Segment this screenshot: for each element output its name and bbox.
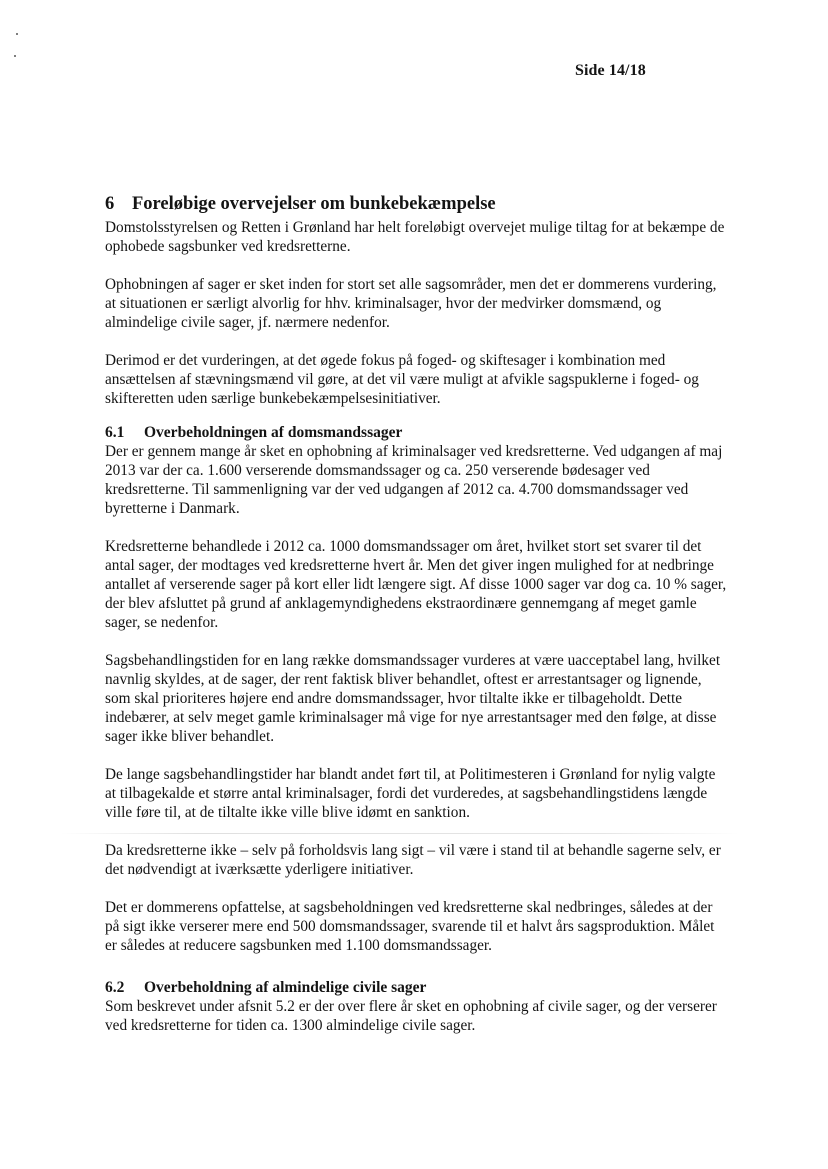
document-body bbox=[105, 193, 730, 1035]
section-6-heading bbox=[105, 193, 730, 215]
paragraph: De lange sagsbehandlingstider har blandt andet ført til, at Politimesteren i Grønland for nylig valgte at tilbagekalde et større antal kriminalsager, fordi det vurderedes, at sagsbehandlingstidens længde ville føre til, at de tiltalte ikke ville blive idømt en sanktion. bbox=[105, 766, 716, 821]
paragraph: Kredsretterne behandlede i 2012 ca. 1000 domsmandssager om året, hvilket stort set svarer til det antal sager, der modtages ved kredsretterne hvert år. Men det giver ingen mulighed for at nedbringe antallet af verserende sager på kort eller lidt længere sigt. Af disse 1000 sager var dog ca. 10 % sager, der blev afsluttet på grund af anklagemyndighedens ekstraordinære gennemgang af meget gamle sager, se nedenfor. bbox=[105, 538, 727, 631]
page-number: Side 14/18 bbox=[575, 62, 646, 79]
paragraph: Ophobningen af sager er sket inden for stort set alle sagsområder, men det er dommerens vurdering, at situationen er særligt alvorlig for hhv. kriminalsager, hvor der medvirker domsmænd, og almindelige civile sager, jf. nærmere nedenfor. bbox=[105, 276, 717, 331]
scan-speck bbox=[14, 55, 16, 57]
section-6-2-heading bbox=[105, 978, 730, 997]
section-6-1-heading bbox=[105, 423, 730, 442]
paragraph: Der er gennem mange år sket en ophobning af kriminalsager ved kredsretterne. Ved udgangen af maj 2013 var der ca. 1.600 verserende domsmandssager og ca. 250 verserende bødesager ved kredsretterne. Til sammenligning var der ved udgangen af 2012 ca. 4.700 domsmandssager ved byretterne i Danmark. bbox=[105, 443, 723, 517]
paragraph: Som beskrevet under afsnit 5.2 er der over flere år sket en ophobning af civile sager, og der verserer ved kredsretterne for tiden ca. 1300 almindelige civile sager. bbox=[105, 998, 717, 1034]
section-6-title: Foreløbige overvejelser om bunkebekæmpelse bbox=[132, 194, 496, 214]
section-6-1-title: Overbeholdningen af domsmandssager bbox=[144, 424, 403, 441]
paragraph: Det er dommerens opfattelse, at sagsbeholdningen ved kredsretterne skal nedbringes, således at der på sigt ikke verserer mere end 500 domsmandssager, svarende til et halvt års sagsproduktion. Målet er således at reducere sagsbunken med 1.100 domsmandssager. bbox=[105, 899, 715, 954]
section-6-2-number: 6.2 bbox=[105, 979, 125, 996]
paragraph: Derimod er det vurderingen, at det øgede fokus på foged- og skiftesager i kombination med ansættelsen af stævningsmænd vil gøre, at det vil være muligt at afvikle sagspuklerne i foged- og skifteretten uden særlige bunkebekæmpelsesinitiativer. bbox=[105, 352, 699, 407]
section-6-number: 6 bbox=[105, 194, 115, 214]
paragraph: Da kredsretterne ikke – selv på forholdsvis lang sigt – vil være i stand til at behandle sagerne selv, er det nødvendigt at iværksætte yderligere initiativer. bbox=[105, 842, 721, 878]
section-6-1-number: 6.1 bbox=[105, 424, 125, 441]
paragraph: Sagsbehandlingstiden for en lang række domsmandssager vurderes at være uacceptabel lang, hvilket navnlig skyldes, at de sager, der rent faktisk bliver behandlet, oftest er arrestantsager og lignende, som skal prioriteres højere end andre domsmandssager, hvor tiltalte ikke er tilbageholdt. Dette indebærer, at selv meget gamle kriminalsager må vige for nye arrestantsager med den følge, at disse sager ikke bliver behandlet. bbox=[105, 652, 721, 745]
scan-speck bbox=[16, 33, 18, 35]
section-6-2-title: Overbeholdning af almindelige civile sager bbox=[144, 979, 427, 996]
paragraph: Domstolsstyrelsen og Retten i Grønland har helt foreløbigt overvejet mulige tiltag for at bekæmpe de ophobede sagsbunker ved kredsretterne. bbox=[105, 219, 725, 255]
